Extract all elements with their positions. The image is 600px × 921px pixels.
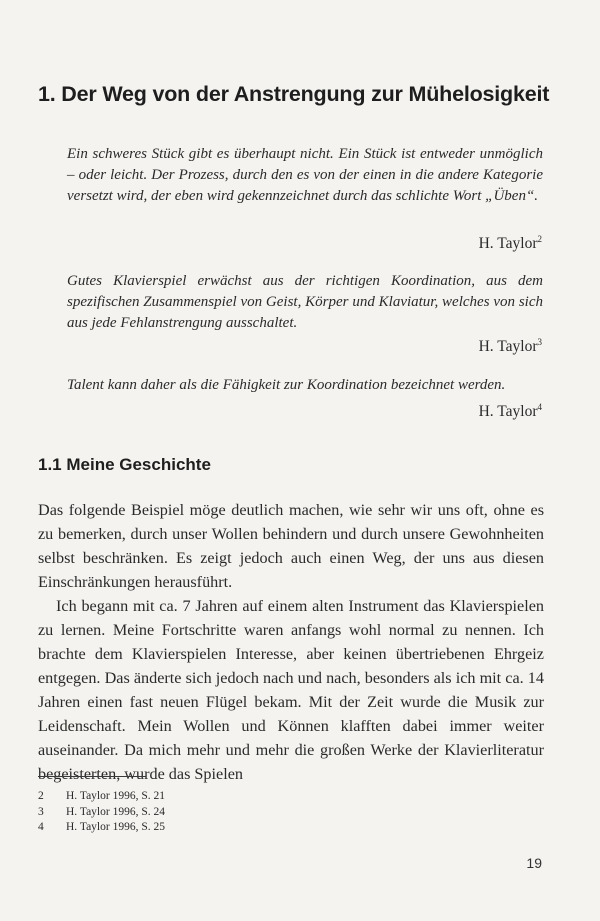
quote-author-2 (479, 332, 542, 357)
footnote-text: H. Taylor 1996, S. 24 (66, 805, 165, 818)
page-number: 19 (526, 855, 542, 871)
footnote-ref: 3 (537, 337, 542, 347)
quote-text: Ein schweres Stück gibt es überhaupt nicht. Ein Stück ist entweder unmöglich – oder leicht. Der Prozess, durch den es von der einen in die andere Kategorie versetzt wird, der eben wird gekennzeichnet durch das schlichte Wort „Üben“. (67, 146, 543, 204)
chapter-title: 1. Der Weg von der Anstrengung zur Mühelosigkeit (38, 82, 550, 106)
quote-text: Talent kann daher als die Fähigkeit zur Koordination bezeichnet werden. (67, 377, 506, 393)
quote-text: Gutes Klavierspiel erwächst aus der richtigen Koordination, aus dem spezifischen Zusammenspiel von Geist, Körper und Klaviatur, welches von sich aus jede Fehlanstrengung ausschaltet. (67, 273, 543, 331)
footnote-text: H. Taylor 1996, S. 21 (66, 790, 165, 802)
epigraph-quote-3 (67, 375, 543, 396)
footnote (38, 805, 165, 821)
footnote-number: 4 (38, 821, 44, 833)
footnote-ref: 2 (537, 234, 542, 244)
section-title: 1.1 Meine Geschichte (38, 455, 211, 474)
epigraph-quote-1 (67, 144, 543, 207)
footnotes (38, 789, 165, 836)
footnote-ref: 4 (537, 402, 542, 412)
quote-author-3 (479, 397, 542, 422)
footnote-number: 3 (38, 805, 44, 818)
footnote-divider (38, 776, 146, 777)
epigraph-quote-2 (67, 271, 543, 334)
quote-author-1 (479, 229, 542, 254)
author-name: H. Taylor (478, 338, 538, 355)
footnote-text: H. Taylor 1996, S. 25 (66, 821, 165, 833)
author-name: H. Taylor (478, 403, 538, 420)
footnote-number: 2 (38, 790, 44, 802)
paragraph: Das folgende Beispiel möge deutlich machen, wie sehr wir uns oft, ohne es zu bemerken, durch unser Wollen behindern und durch unsere Gewohnheiten selbst beschränken. Es zeigt jedoch auch einen Weg, der uns aus diesen Einschränkungen herausführt. (38, 501, 544, 591)
paragraph: Ich begann mit ca. 7 Jahren auf einem alten Instrument das Klavierspielen zu lernen. Meine Fortschritte waren anfangs wohl normal zu nennen. Ich brachte dem Klavierspielen Interesse, aber keinen übertriebenen Ehrgeiz entgegen. Das änderte sich jedoch nach und nach, besonders als ich mit ca. 14 Jahren einen fast neuen Flügel bekam. Mit der Zeit wurde die Musik zur Leidenschaft. Mein Wollen und Können klafften dabei immer weiter auseinander. Da mich mehr und mehr die großen Werke der Klavierliteratur begeisterten, wurde das Spielen (38, 597, 544, 783)
footnote (38, 789, 165, 805)
body-text (38, 498, 544, 786)
author-name: H. Taylor (478, 235, 538, 252)
footnote (38, 820, 165, 836)
